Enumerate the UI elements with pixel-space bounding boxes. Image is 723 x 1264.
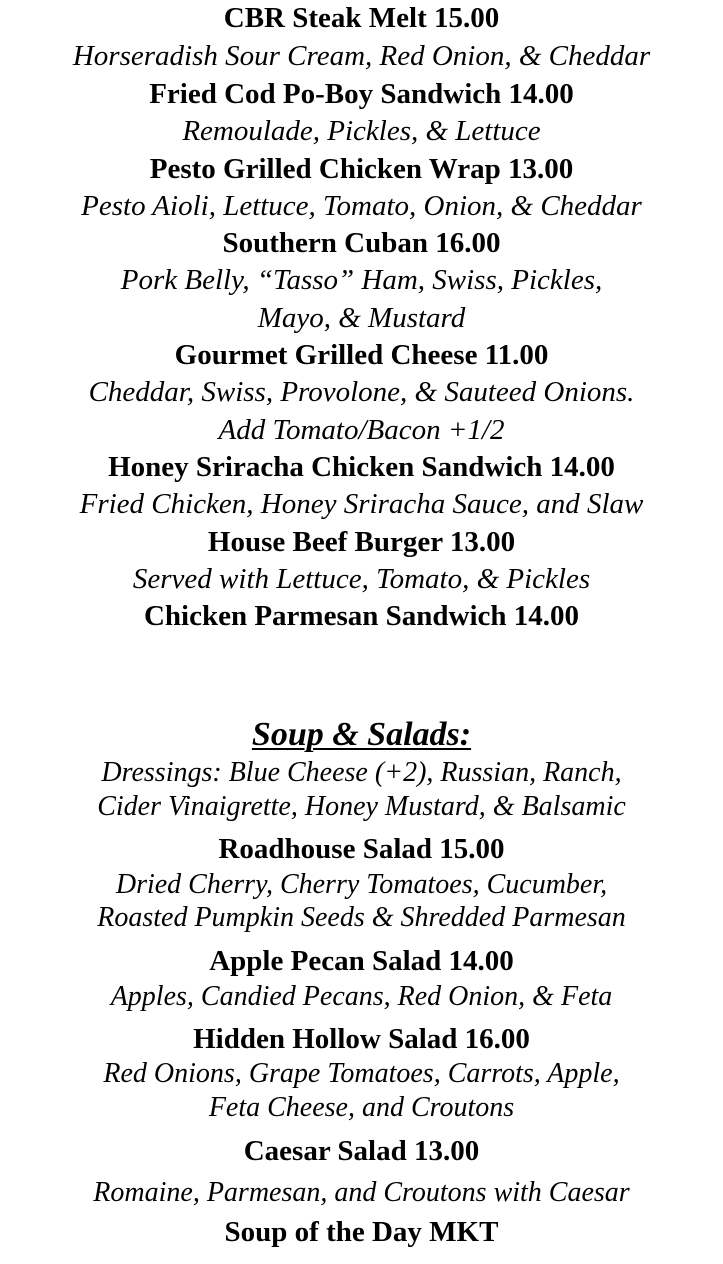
menu-item-title: Gourmet Grilled Cheese 11.00 (174, 339, 549, 371)
menu-item-title: Chicken Parmesan Sandwich 14.00 (143, 600, 580, 632)
menu-item-title: Caesar Salad 13.00 (243, 1135, 480, 1167)
menu-item-description: Cheddar, Swiss, Provolone, & Sauteed Onions. (88, 376, 635, 408)
menu-item-description: Served with Lettuce, Tomato, & Pickles (132, 563, 591, 595)
dressings-text: Dressings: Blue Cheese (+2), Russian, Ranch, (101, 757, 622, 788)
menu-item-title: Soup of the Day MKT (224, 1216, 499, 1248)
menu-item-title: Southern Cuban 16.00 (222, 227, 501, 259)
menu-item-description: Remoulade, Pickles, & Lettuce (182, 115, 541, 147)
menu-item-description: Dried Cherry, Cherry Tomatoes, Cucumber, (115, 869, 608, 900)
menu-item-description: Mayo, & Mustard (257, 302, 466, 334)
menu-item-description: Apples, Candied Pecans, Red Onion, & Feta (110, 981, 613, 1012)
dressings-text: Cider Vinaigrette, Honey Mustard, & Balsamic (97, 791, 626, 822)
menu-item-title: CBR Steak Melt 15.00 (223, 2, 500, 34)
menu-item-title: Hidden Hollow Salad 16.00 (193, 1023, 530, 1055)
menu-item-title: Fried Cod Po-Boy Sandwich 14.00 (149, 78, 574, 110)
menu-item-description: Pesto Aioli, Lettuce, Tomato, Onion, & Cheddar (81, 190, 642, 222)
menu-item-description: Pork Belly, “Tasso” Ham, Swiss, Pickles, (120, 264, 603, 296)
menu-item-description: Feta Cheese, and Croutons (208, 1092, 515, 1123)
menu-item-title: Apple Pecan Salad 14.00 (209, 945, 514, 977)
menu-item-title: House Beef Burger 13.00 (207, 526, 516, 558)
menu-item-title: Honey Sriracha Chicken Sandwich 14.00 (108, 451, 615, 483)
menu-item-description: Add Tomato/Bacon +1/2 (218, 414, 505, 446)
menu-item-title: Roadhouse Salad 15.00 (218, 833, 505, 865)
section-heading: Soup & Salads: (251, 716, 472, 753)
menu-item-description: Romaine, Parmesan, and Croutons with Caesar (93, 1177, 630, 1208)
menu-item-description: Roasted Pumpkin Seeds & Shredded Parmesan (97, 902, 626, 933)
menu-item-description: Horseradish Sour Cream, Red Onion, & Cheddar (72, 40, 651, 72)
menu-item-description: Red Onions, Grape Tomatoes, Carrots, Apple, (103, 1058, 620, 1089)
menu-item-title: Pesto Grilled Chicken Wrap 13.00 (149, 153, 574, 185)
menu-item-description: Fried Chicken, Honey Sriracha Sauce, and Slaw (79, 488, 644, 520)
